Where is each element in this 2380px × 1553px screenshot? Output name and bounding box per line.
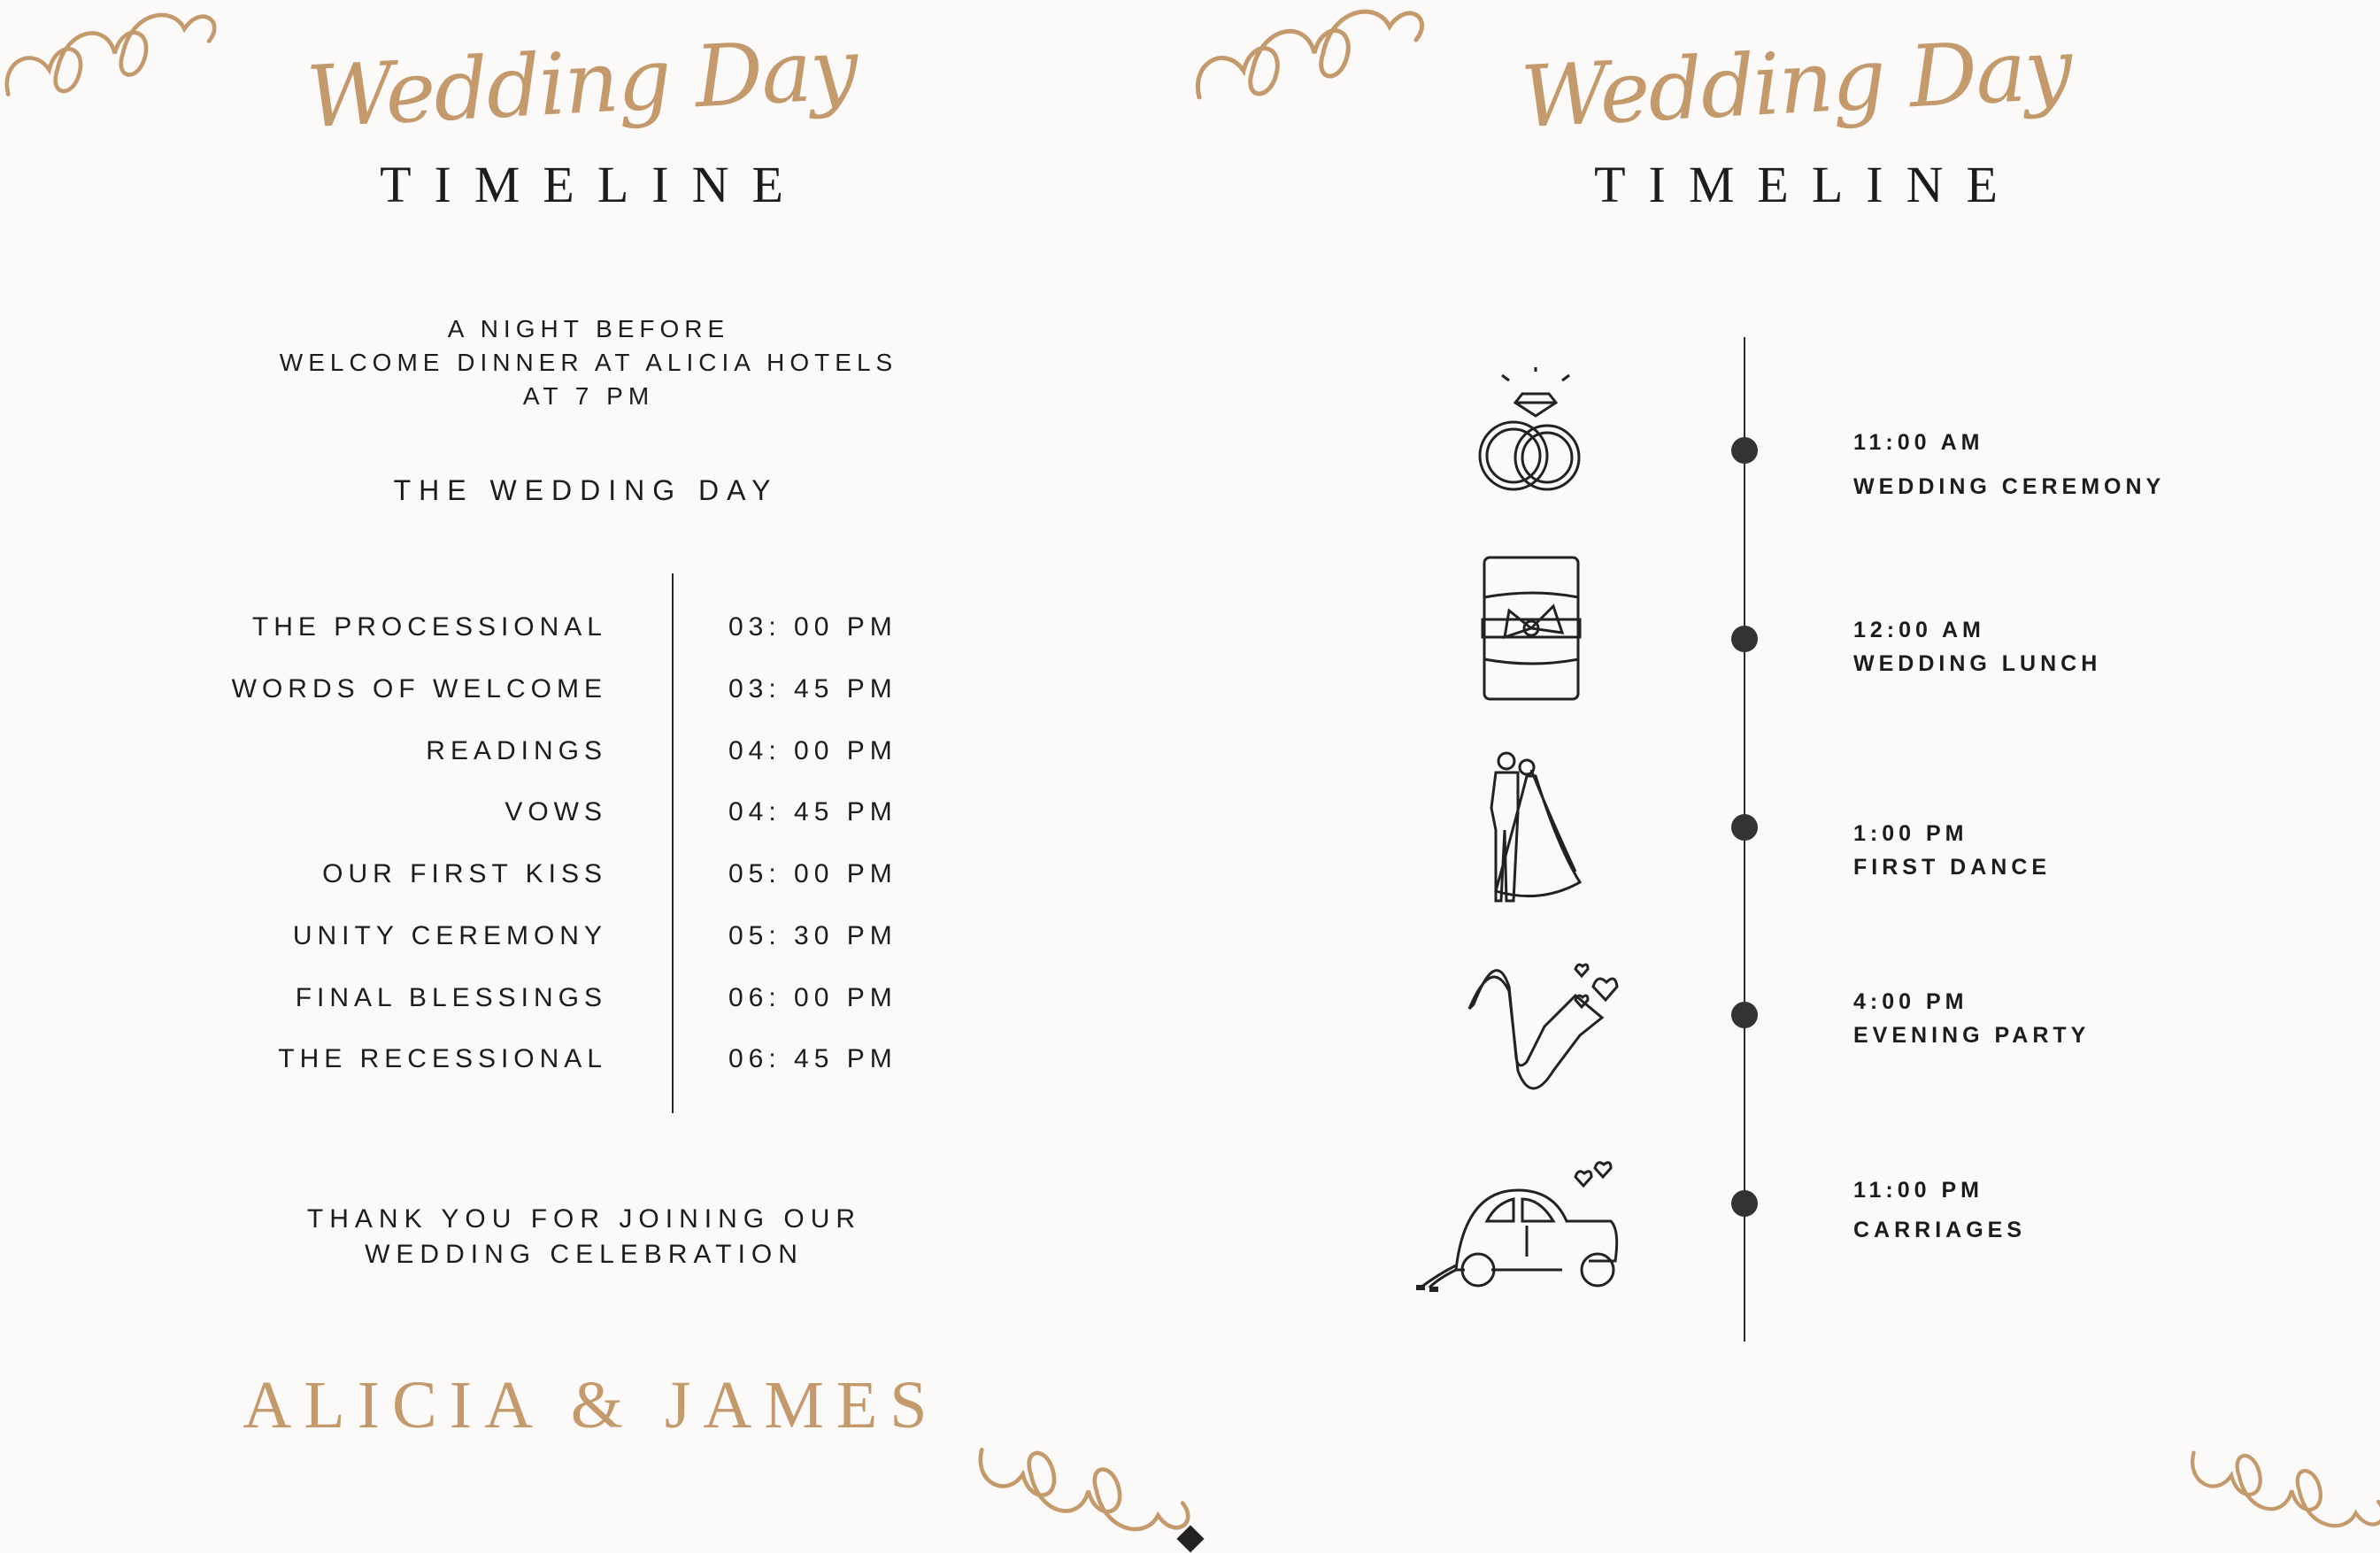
timeline-dot bbox=[1731, 626, 1758, 652]
schedule-time: 06: 00 PM bbox=[728, 983, 897, 1012]
schedule-time: 06: 45 PM bbox=[728, 1044, 897, 1073]
night-before-line: WELCOME DINNER AT ALICIA HOTELS bbox=[279, 349, 898, 376]
page-title-right: TIMELINE bbox=[1594, 156, 2021, 213]
gift-icon bbox=[1398, 549, 1664, 717]
section-title: THE WEDDING DAY bbox=[393, 474, 779, 506]
schedule-event: THE RECESSIONAL bbox=[278, 1044, 607, 1073]
timeline-time: 4:00 PM bbox=[1853, 989, 1968, 1014]
schedule-event: OUR FIRST KISS bbox=[322, 859, 607, 888]
thanks-line: THANK YOU FOR JOINING OUR bbox=[306, 1204, 862, 1234]
thanks-line: WEDDING CELEBRATION bbox=[365, 1240, 804, 1269]
timeline-time: 1:00 PM bbox=[1853, 821, 1968, 846]
timeline-label: CARRIAGES bbox=[1853, 1218, 2027, 1242]
schedule-event: WORDS OF WELCOME bbox=[231, 674, 607, 703]
timeline-dot bbox=[1731, 1190, 1758, 1217]
timeline-label: FIRST DANCE bbox=[1853, 855, 2052, 880]
schedule-divider bbox=[672, 573, 674, 1113]
saxophone-icon bbox=[1398, 947, 1664, 1115]
hearts-decoration-top-left bbox=[0, 0, 221, 115]
schedule-time: 03: 45 PM bbox=[728, 674, 897, 703]
couple-icon bbox=[1398, 748, 1664, 916]
rings-icon bbox=[1398, 367, 1664, 535]
schedule-event: VOWS bbox=[504, 797, 607, 826]
hearts-decoration-bottom-right bbox=[2186, 1425, 2380, 1549]
timeline-dot bbox=[1731, 814, 1758, 841]
schedule-event: UNITY CEREMONY bbox=[292, 921, 607, 950]
night-before-block bbox=[280, 312, 897, 413]
car-icon bbox=[1398, 1150, 1664, 1319]
thanks-block bbox=[307, 1202, 861, 1272]
timeline-time: 11:00 PM bbox=[1853, 1178, 1984, 1203]
timeline-dot bbox=[1731, 1002, 1758, 1028]
schedule-time: 05: 30 PM bbox=[728, 921, 897, 950]
schedule-time: 04: 45 PM bbox=[728, 797, 897, 826]
schedule-time: 04: 00 PM bbox=[728, 736, 897, 765]
timeline-label: WEDDING CEREMONY bbox=[1853, 474, 2166, 499]
timeline-time: 12:00 AM bbox=[1853, 618, 1985, 642]
page-title-left: TIMELINE bbox=[380, 156, 806, 213]
timeline-dot bbox=[1731, 437, 1758, 464]
night-before-line: AT 7 PM bbox=[522, 382, 655, 410]
schedule-event: READINGS bbox=[426, 736, 607, 765]
night-before-line: A NIGHT BEFORE bbox=[447, 315, 730, 342]
timeline-time: 11:00 AM bbox=[1853, 430, 1984, 455]
schedule-event: THE PROCESSIONAL bbox=[251, 612, 607, 642]
schedule-time: 05: 00 PM bbox=[728, 859, 897, 888]
schedule-time: 03: 00 PM bbox=[728, 612, 897, 642]
script-title-left: Wedding Day bbox=[304, 19, 859, 148]
schedule-event: FINAL BLESSINGS bbox=[295, 983, 607, 1012]
couple-names: ALICIA & JAMES bbox=[243, 1368, 940, 1442]
hearts-decoration-top-center bbox=[1186, 0, 1434, 115]
timeline-label: EVENING PARTY bbox=[1853, 1023, 2091, 1048]
timeline-label: WEDDING LUNCH bbox=[1853, 651, 2102, 676]
script-title-right: Wedding Day bbox=[1518, 19, 2074, 148]
hearts-decoration-bottom-center bbox=[974, 1425, 1195, 1549]
